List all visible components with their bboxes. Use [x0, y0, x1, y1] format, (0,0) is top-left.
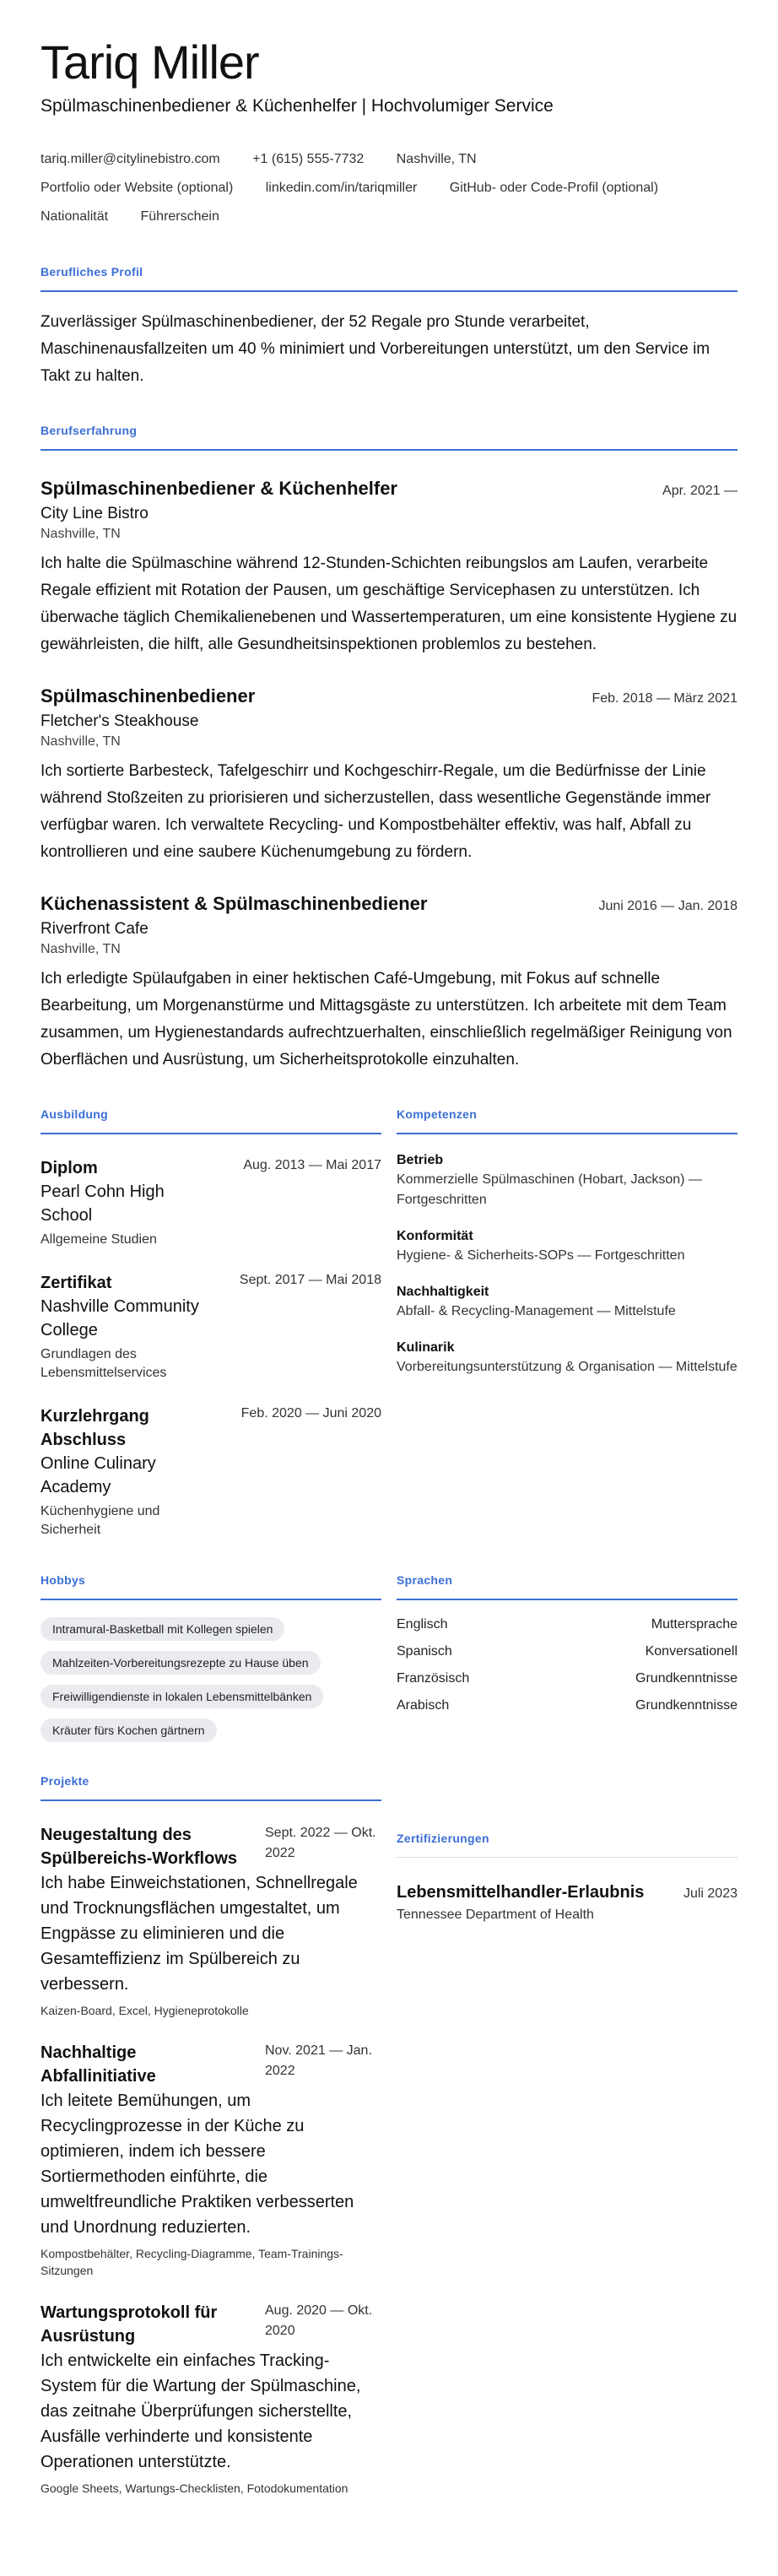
profile-text: Zuverlässiger Spülmaschinenbediener, der 52 Regale pro Stunde verarbeitet, Maschinenausfallzeiten um 40 % minimiert und Vorbereitungen unterstützt, um den Service im Takt zu halten.	[41, 313, 710, 385]
project-description: Ich habe Einweichstationen, Schnellregale und Trocknungsflächen umgestaltet, um Engpässe zu eliminieren und die Gesamteffizienz im Spülbereich zu verbessern.	[41, 1874, 358, 1994]
project-keywords: Kompostbehälter, Recycling-Diagramme, Team-Trainings-Sitzungen	[41, 2247, 343, 2277]
section-title: Berufliches Profil	[41, 265, 737, 292]
job-company: Fletcher's Steakhouse	[41, 712, 199, 730]
hobby-tag: Kräuter fürs Kochen gärtnern	[41, 1718, 217, 1742]
language-level: Grundkenntnisse	[635, 1698, 737, 1713]
education-section	[41, 1107, 381, 1540]
linkedin-link[interactable]: linkedin.com/in/tariqmiller	[265, 181, 418, 195]
skill-keywords: Abfall- & Recycling-Management — Mittelstufe	[397, 1304, 676, 1318]
section-title: Sprachen	[397, 1573, 737, 1600]
location-text: Nashville, TN	[396, 152, 477, 166]
skill-name: Konformität	[397, 1229, 473, 1243]
skill-entry	[397, 1153, 737, 1210]
language-level: Grundkenntnisse	[635, 1671, 737, 1686]
job-date: Feb. 2018 — März 2021	[592, 691, 737, 706]
hobby-tags	[41, 1617, 381, 1752]
skill-entry	[397, 1340, 737, 1377]
education-entry	[41, 1404, 381, 1540]
certification-entry	[397, 1883, 737, 1923]
project-description: Ich entwickelte ein einfaches Tracking-System für die Wartung der Spülmaschine, das zeitnahe Überprüfungen sicherstellte, Ausfälle verhinderte und konsistente Operationen unterstützte.	[41, 2351, 361, 2471]
job-location: Nashville, TN	[41, 942, 121, 956]
contact-row	[41, 203, 737, 231]
education-area: Küchenhygiene und Sicherheit	[41, 1504, 160, 1537]
project-name: Wartungsprotokoll für Ausrüstung	[41, 2303, 218, 2346]
profile-section	[41, 265, 737, 390]
project-entry	[41, 1823, 381, 2019]
job-company: Riverfront Cafe	[41, 920, 149, 938]
hobby-tag: Mahlzeiten-Vorbereitungsrezepte zu Hause üben	[41, 1651, 321, 1675]
languages-section	[397, 1573, 737, 1752]
language-row	[397, 1671, 737, 1686]
skill-keywords: Kommerzielle Spülmaschinen (Hobart, Jackson) — Fortgeschritten	[397, 1172, 702, 1207]
skill-entry	[397, 1229, 737, 1266]
project-keywords: Kaizen-Board, Excel, Hygieneprotokolle	[41, 2004, 249, 2017]
section-title: Kompetenzen	[397, 1107, 737, 1134]
language-name: Arabisch	[397, 1698, 450, 1713]
education-area: Grundlagen des Lebensmittelservices	[41, 1347, 167, 1380]
project-name: Nachhaltige Abfallinitiative	[41, 2043, 156, 2086]
education-degree: Diplom	[41, 1159, 98, 1177]
contact-row	[41, 174, 737, 203]
language-name: Französisch	[397, 1671, 470, 1686]
projects-section	[41, 1774, 381, 2497]
hobbies-section	[41, 1573, 381, 1752]
skills-section	[397, 1107, 737, 1540]
language-row	[397, 1644, 737, 1659]
github-link[interactable]: GitHub- oder Code-Profil (optional)	[449, 181, 659, 195]
education-date: Aug. 2013 — Mai 2017	[243, 1158, 381, 1172]
project-date: Aug. 2020 — Okt. 2020	[265, 2303, 373, 2338]
job-title: Spülmaschinenbediener & Küchenhelfer	[41, 478, 397, 499]
job-entry	[41, 685, 737, 866]
education-entry	[41, 1271, 381, 1383]
skill-name: Betrieb	[397, 1153, 444, 1167]
language-name: Spanisch	[397, 1644, 452, 1659]
candidate-name: Tariq Miller	[41, 35, 259, 89]
education-degree: Zertifikat	[41, 1274, 112, 1292]
contact-block	[41, 145, 737, 231]
job-date: Juni 2016 — Jan. 2018	[598, 899, 737, 913]
skill-keywords: Vorbereitungsunterstützung & Organisation — Mittelstufe	[397, 1360, 737, 1374]
project-entry	[41, 2301, 381, 2497]
language-level: Muttersprache	[651, 1617, 737, 1632]
job-description: Ich sortierte Barbesteck, Tafelgeschirr und Kochgeschirr-Regale, um die Bedürfnisse der Linie während Stoßzeiten zu priorisieren und sicherzustellen, dass wesentliche Gegenstände immer verfügbar waren. Ich verwaltete Recycling- und Kompostbehälter effektiv, was half, Abfall zu kontrollieren und eine saubere Küchenumgebung zu fördern.	[41, 762, 711, 861]
project-date: Nov. 2021 — Jan. 2022	[265, 2043, 372, 2078]
job-description: Ich erledigte Spülaufgaben in einer hektischen Café-Umgebung, mit Fokus auf schnelle Bearbeitung, um Morgenanstürme und Mittagsgäste zu unterstützen. Ich arbeitete mit dem Team zusammen, um Hygienestandards aufrechtzuerhalten, einschließlich regelmäßiger Reinigung von Oberflächen und Ausrüstung, um Sicherheitsprotokolle einzuhalten.	[41, 970, 732, 1069]
project-name: Neugestaltung des Spülbereichs-Workflows	[41, 1826, 238, 1868]
skill-name: Kulinarik	[397, 1340, 455, 1355]
language-row	[397, 1617, 737, 1632]
skill-keywords: Hygiene- & Sicherheits-SOPs — Fortgeschritten	[397, 1248, 685, 1263]
portfolio-link[interactable]: Portfolio oder Website (optional)	[41, 181, 234, 195]
project-keywords: Google Sheets, Wartungs-Checklisten, Fotodokumentation	[41, 2481, 348, 2495]
language-name: Englisch	[397, 1617, 448, 1632]
contact-row	[41, 145, 737, 174]
candidate-headline: Spülmaschinenbediener & Küchenhelfer | Hochvolumiger Service	[41, 96, 554, 116]
education-area: Allgemeine Studien	[41, 1232, 157, 1247]
job-title: Spülmaschinenbediener	[41, 685, 256, 706]
section-title: Berufserfahrung	[41, 424, 737, 451]
email-link[interactable]: tariq.miller@citylinebistro.com	[41, 152, 220, 166]
language-level: Konversationell	[645, 1644, 737, 1659]
certifications-section	[397, 1832, 737, 2497]
education-school: Nashville Community College	[41, 1297, 199, 1339]
job-location: Nashville, TN	[41, 734, 121, 749]
license-text: Führerschein	[140, 209, 219, 224]
section-title: Zertifizierungen	[397, 1832, 737, 1858]
project-description: Ich leitete Bemühungen, um Recyclingprozesse in der Küche zu optimieren, indem ich bessere Sortiermethoden einführte, die umweltfreundliche Praktiken verbesserten und Unordnung reduzierten.	[41, 2092, 354, 2237]
education-school: Pearl Cohn High School	[41, 1182, 165, 1225]
job-company: City Line Bistro	[41, 505, 149, 522]
job-description: Ich halte die Spülmaschine während 12-Stunden-Schichten reibungslos am Laufen, verarbeite Regale effizient mit Rotation der Pausen, um geschäftige Servicephasen zu unterstützen. Ich überwache täglich Chemikalienebenen und Wassertemperaturen, um eine konsistente Hygiene zu gewährleisten, die hilft, alle Gesundheitsinspektionen problemlos zu bestehen.	[41, 555, 737, 653]
job-entry	[41, 478, 737, 658]
hobby-tag: Intramural-Basketball mit Kollegen spielen	[41, 1617, 284, 1641]
education-date: Sept. 2017 — Mai 2018	[239, 1273, 381, 1287]
certification-name: Lebensmittelhandler-Erlaubnis	[397, 1883, 645, 1902]
resume-header	[41, 35, 737, 231]
job-title: Küchenassistent & Spülmaschinenbediener	[41, 893, 428, 914]
hobby-tag: Freiwilligendienste in lokalen Lebensmittelbänken	[41, 1685, 323, 1708]
phone-link[interactable]: +1 (615) 555-7732	[252, 152, 365, 166]
skill-entry	[397, 1285, 737, 1322]
education-skills-row	[41, 1107, 737, 1540]
certification-date: Juli 2023	[683, 1886, 737, 1901]
projects-certifications-row	[41, 1774, 737, 2497]
experience-section	[41, 424, 737, 1074]
section-title: Ausbildung	[41, 1107, 381, 1134]
certification-issuer: Tennessee Department of Health	[397, 1908, 594, 1922]
section-title: Projekte	[41, 1774, 381, 1801]
education-date: Feb. 2020 — Juni 2020	[240, 1406, 381, 1421]
language-row	[397, 1698, 737, 1713]
job-location: Nashville, TN	[41, 527, 121, 541]
education-school: Online Culinary Academy	[41, 1454, 156, 1496]
hobbies-languages-row	[41, 1573, 737, 1752]
nationality-text: Nationalität	[41, 209, 109, 224]
project-entry	[41, 2041, 381, 2279]
job-entry	[41, 893, 737, 1074]
education-entry	[41, 1156, 381, 1249]
project-date: Sept. 2022 — Okt. 2022	[265, 1826, 376, 1860]
job-date: Apr. 2021 —	[662, 484, 737, 498]
education-degree: Kurzlehrgang Abschluss	[41, 1407, 149, 1449]
section-title: Hobbys	[41, 1573, 381, 1600]
skill-name: Nachhaltigkeit	[397, 1285, 489, 1299]
